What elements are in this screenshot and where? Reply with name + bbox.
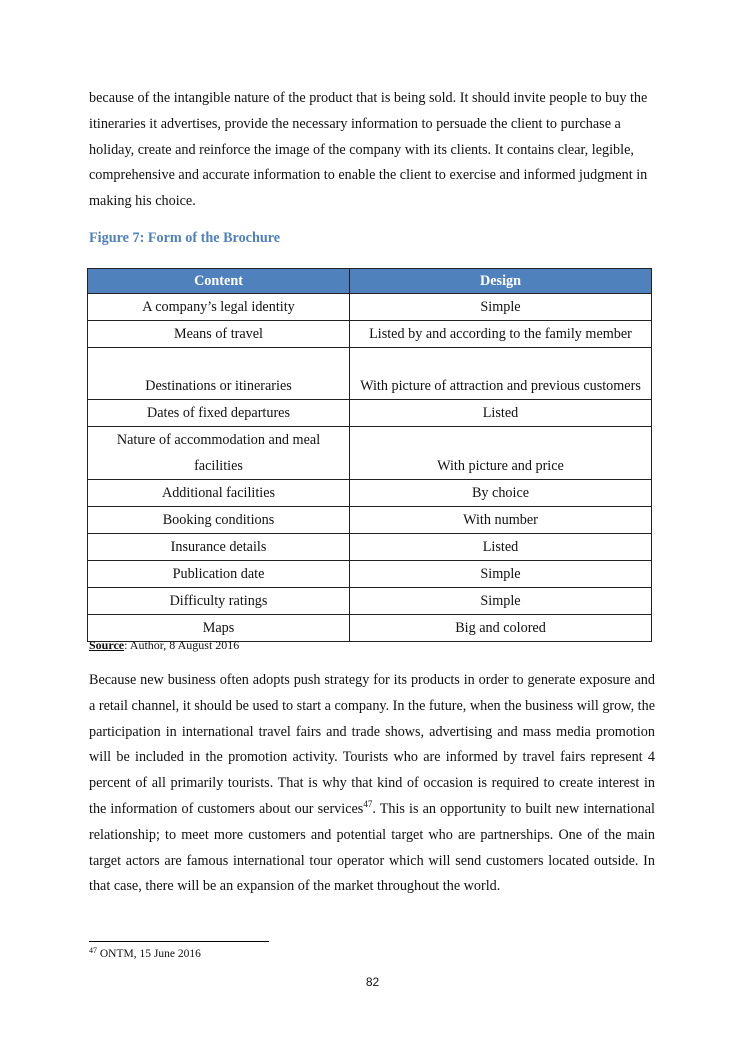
source-label: Source xyxy=(89,638,125,652)
header-content: Content xyxy=(88,269,350,294)
design-cell: Big and colored xyxy=(350,615,652,642)
design-cell: Simple xyxy=(350,588,652,615)
design-cell: Simple xyxy=(350,294,652,321)
table-row xyxy=(88,321,652,348)
content-cell: Dates of fixed departures xyxy=(88,400,350,427)
content-cell: Insurance details xyxy=(88,534,350,561)
footnote-reference: 47 xyxy=(363,798,373,809)
content-cell: Booking conditions xyxy=(88,507,350,534)
design-cell: Listed xyxy=(350,400,652,427)
footnote-text: ONTM, 15 June 2016 xyxy=(97,948,201,960)
body-paragraph: because of the intangible nature of the product that is being sold. It should invite people to buy the itineraries it advertises, provide the necessary information to persuade the client to purchase a holiday, create and reinforce the image of the company with its clients. It contains clear, legible, comprehensive and accurate information to enable the client to exercise and informed judgment in making his choice. xyxy=(89,90,648,210)
content-cell: Means of travel xyxy=(88,321,350,348)
header-design: Design xyxy=(350,269,652,294)
footnote xyxy=(89,948,201,960)
footnote-number: 47 xyxy=(89,946,97,955)
design-cell: With picture of attraction and previous customers xyxy=(350,348,652,400)
table-source xyxy=(89,638,239,653)
page-number: 82 xyxy=(365,975,380,989)
table-row xyxy=(88,400,652,427)
table-row xyxy=(88,294,652,321)
brochure-form-table xyxy=(87,268,652,642)
content-cell: Destinations or itineraries xyxy=(88,348,350,400)
paragraph-text: Because new business often adopts push strategy for its products in order to generate exposure and a retail channel, it should be used to start a company. In the future, when the business will grow, the participation in international travel fairs and trade shows, advertising and mass media promotion will be included in the promotion activity. Tourists who are informed by travel fairs represent 4 percent of all primarily tourists. That is why that kind of occasion is required to create interest in the information of customers about our services xyxy=(89,672,655,817)
content-cell: A company’s legal identity xyxy=(88,294,350,321)
table-row xyxy=(88,588,652,615)
table-row xyxy=(88,480,652,507)
design-cell: Simple xyxy=(350,561,652,588)
table-header-row xyxy=(88,269,652,294)
content-cell: Difficulty ratings xyxy=(88,588,350,615)
content-cell: Additional facilities xyxy=(88,480,350,507)
design-cell: Listed by and according to the family member xyxy=(350,321,652,348)
footnote-divider xyxy=(89,941,269,942)
body-paragraph xyxy=(89,668,655,900)
content-cell: Maps xyxy=(88,615,350,642)
table-row xyxy=(88,534,652,561)
content-cell: Nature of accommodation and meal facilities xyxy=(88,427,350,480)
content-cell: Publication date xyxy=(88,561,350,588)
figure-caption: Figure 7: Form of the Brochure xyxy=(89,230,281,246)
source-text: : Author, 8 August 2016 xyxy=(124,638,240,652)
table-row xyxy=(88,561,652,588)
table-row xyxy=(88,507,652,534)
design-cell: With number xyxy=(350,507,652,534)
paragraph-text: . This is an opportunity to built new international relationship; to meet more customers and potential target who are partnerships. One of the main target actors are famous international tour operator which will send customers located outside. In that case, there will be an expansion of the market throughout the world. xyxy=(89,800,655,895)
table-row xyxy=(88,427,652,480)
design-cell: By choice xyxy=(350,480,652,507)
table-row xyxy=(88,348,652,400)
design-cell: Listed xyxy=(350,534,652,561)
design-cell: With picture and price xyxy=(350,427,652,480)
